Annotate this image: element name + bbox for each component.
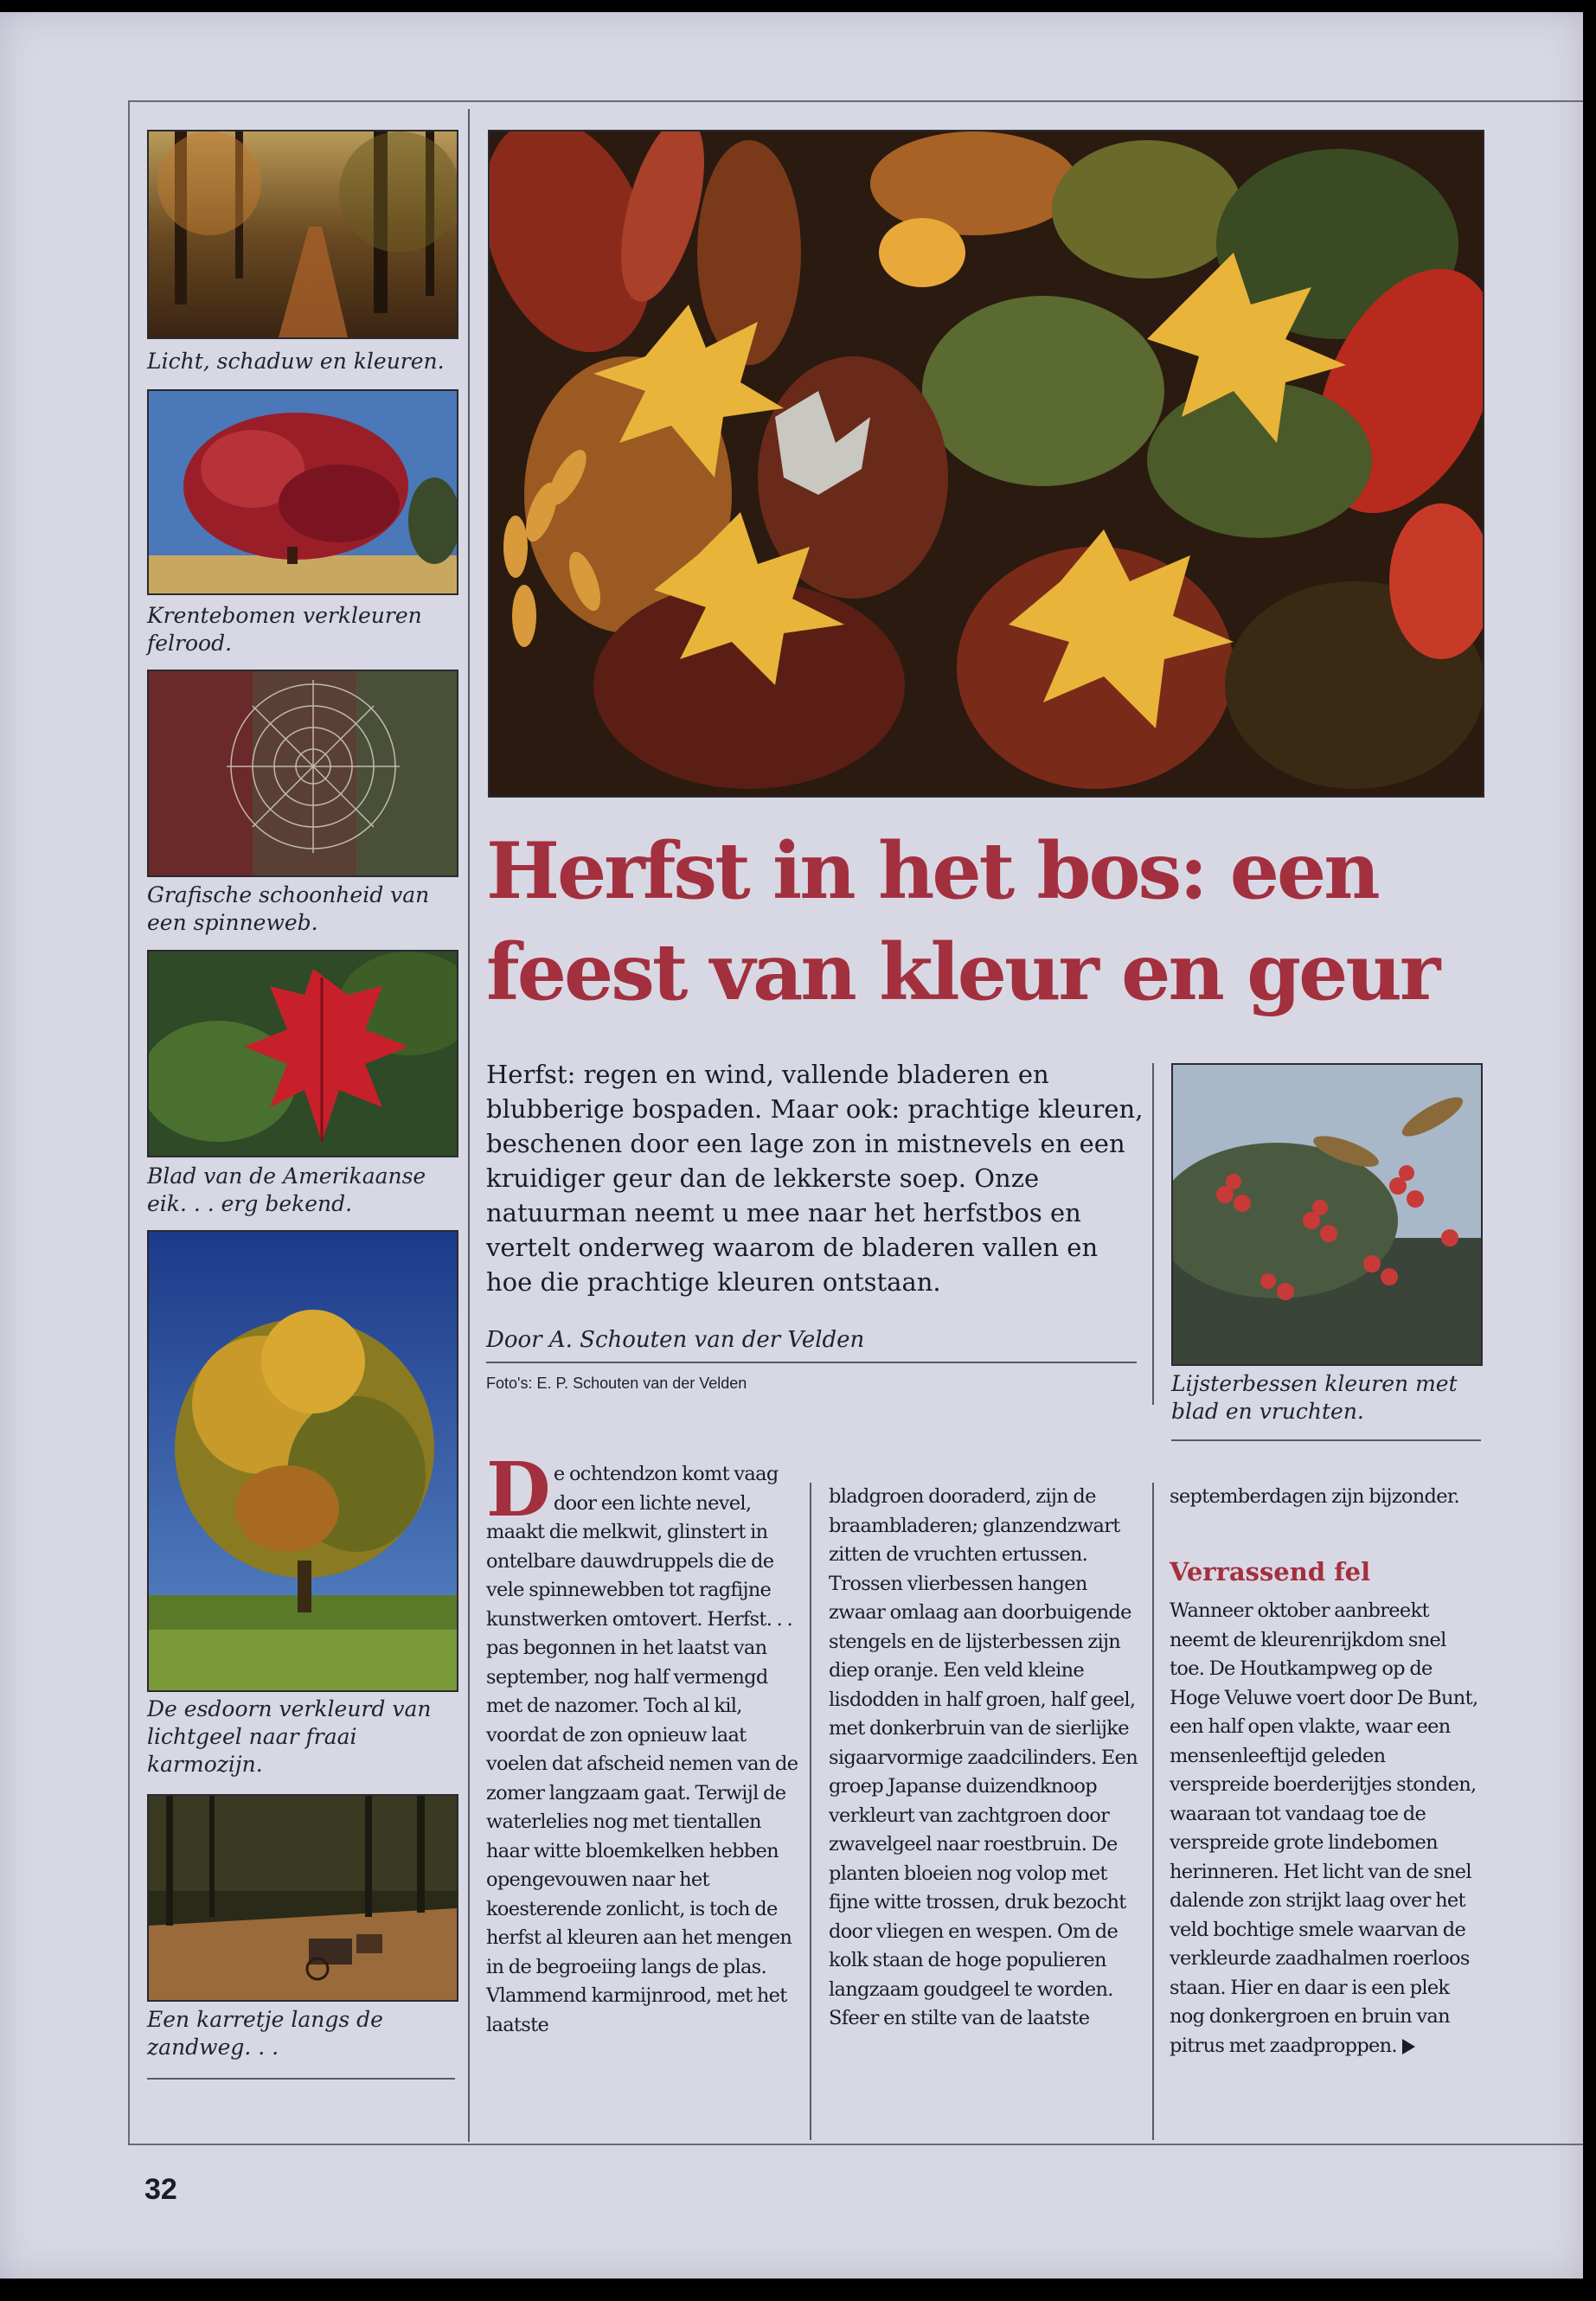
- intro-divider: [1152, 1063, 1154, 1405]
- caption-red-tree: Krentebomen verkleuren felrood.: [147, 603, 422, 656]
- right-caption-rule: [1171, 1439, 1481, 1441]
- body-divider-1: [810, 1483, 811, 2140]
- photo-maple-tree: [147, 1230, 458, 1692]
- left-column-divider: [468, 109, 470, 2142]
- subhead-verrassend-fel: Verrassend fel: [1170, 1557, 1371, 1586]
- photo-credit: Foto's: E. P. Schouten van der Velden: [486, 1375, 747, 1392]
- continue-triangle-icon: [1402, 2039, 1415, 2054]
- page-number: 32: [144, 2173, 177, 2206]
- body-column-3a: septemberdagen zijn bijzonder.: [1170, 1485, 1459, 1508]
- caption-rowan-berries: Lijsterbessen kleuren met blad en vruchten.: [1171, 1371, 1458, 1424]
- photo-cart-road: [147, 1794, 458, 2002]
- photo-oak-leaf: [147, 950, 458, 1157]
- article-title: Herfst in het bos: een feest van kleur en geur: [486, 825, 1439, 1018]
- photo-autumn-leaves: [488, 130, 1484, 798]
- body-column-1: [486, 1446, 799, 2040]
- body-column-3b: [1170, 1597, 1483, 2061]
- bottom-rule: [128, 2144, 1583, 2145]
- caption-spiderweb: Grafische schoonheid van een spinneweb.: [147, 882, 430, 935]
- photo-red-tree: [147, 389, 458, 595]
- body-divider-2: [1152, 1483, 1154, 2140]
- body-column-2: bladgroen dooraderd, zijn de braambladeren; glanzendzwart zitten de vruchten ertussen. Trossen vlierbessen hangen zwaar omlaag aan doorbuigende stengels en de lijsterbessen zijn diep oranje. Een veld kleine lisdodden in half groen, half geel, met donkerbruin van de sierlijke sigaarvormige zaadcilinders. Een groep Japanse duizendknoop verkleurt van zachtgroen door zwavelgeel naar roestbruin. De planten bloeien nog volop met fijne witte trossen, druk bezocht door vliegen en wespen. Om de kolk staan de hoge populieren langzaam goudgeel te worden. Sfeer en stilte van de laatste: [829, 1485, 1138, 2029]
- caption-cart-road: Een karretje langs de zandweg. . .: [147, 2007, 383, 2060]
- caption-oak-leaf: Blad van de Amerikaanse eik. . . erg bekend.: [147, 1163, 426, 1216]
- byline-rule: [486, 1362, 1137, 1363]
- left-column-rule: [147, 2078, 455, 2080]
- magazine-page: [0, 12, 1583, 2279]
- drop-cap: D: [486, 1446, 550, 1534]
- caption-forest-path: Licht, schaduw en kleuren.: [147, 349, 445, 374]
- photo-rowan-berries: [1171, 1063, 1483, 1366]
- body-column-3b-text: Wanneer oktober aanbreekt neemt de kleurenrijkdom snel toe. De Houtkampweg op de Hoge Veluwe voert door De Bunt, een half open vlakte, waar een mensenleeftijd geleden verspreide boerderijtjes stonden, waaraan tot vandaag toe de verspreide grote lindebomen herinneren. Het licht van de snel dalende zon strijkt laag over het veld bochtige smele waarvan de verkleurde zaadhalmen roerloos staan. Hier en daar is een plek nog donkergroen en bruin van pitrus met zaadproppen.: [1170, 1599, 1478, 2057]
- photo-forest-path: [147, 130, 458, 339]
- article-intro: Herfst: regen en wind, vallende bladeren en blubberige bospaden. Maar ook: prachtige kleuren, beschenen door een lage zon in mistnevels en een kruidiger geur dan de lekkerste soep. Onze natuurman neemt u mee naar het herfstbos en vertelt onderweg waarom de bladeren vallen en hoe die prachtige kleuren ontstaan.: [486, 1060, 1144, 1297]
- body-column-1-text: e ochtendzon komt vaag door een lichte nevel, maakt die melkwit, glinstert in ontelbare dauwdruppels die de vele spinnewebben tot ragfijne kunstwerken omtovert. Herfst. . . pas begonnen in het laatst van september, nog half vermengd met de nazomer. Toch al kil, voordat de zon opnieuw laat voelen dat afscheid nemen van de zomer langzaam gaat. Terwijl de waterlelies nog met tientallen haar witte bloemkelken hebben opengevouwen naar het koesterende zonlicht, is toch de herfst al kleuren aan het mengen in de begroeiing langs de plas. Vlammend karmijnrood, met het laatste: [486, 1463, 798, 2036]
- article-byline: Door A. Schouten van der Velden: [486, 1327, 865, 1353]
- photo-spiderweb: [147, 670, 458, 877]
- caption-maple-tree: De esdoorn verkleurd van lichtgeel naar fraai karmozijn.: [147, 1696, 432, 1777]
